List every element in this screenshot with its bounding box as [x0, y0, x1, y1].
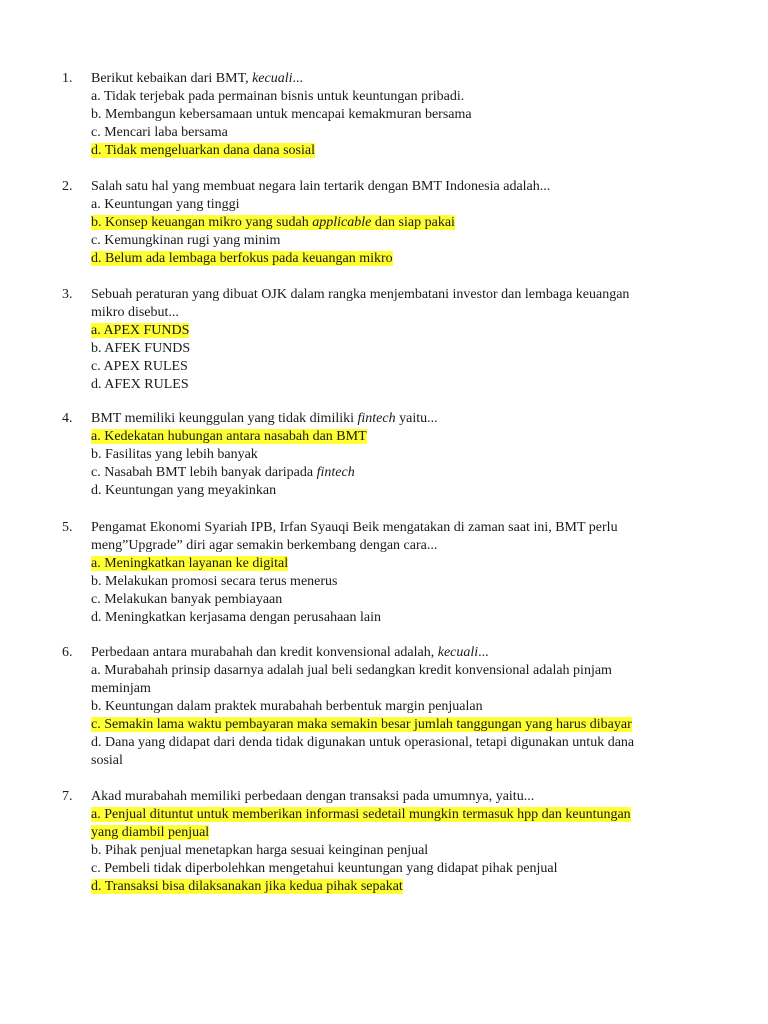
text-segment: ... — [478, 645, 489, 660]
text-segment: fintech — [316, 465, 355, 480]
option-line — [91, 806, 721, 824]
text-segment: d. Dana yang didapat dari denda tidak digunakan untuk operasional, tetapi digunakan untuk dana — [91, 735, 635, 750]
answer-option — [91, 214, 721, 232]
option-line — [91, 609, 721, 627]
text-segment: c. Mencari laba bersama — [91, 125, 228, 140]
text-segment: a. Murabahah prinsip dasarnya adalah jual beli sedangkan kredit konvensional adalah pinjam — [91, 663, 612, 678]
answer-option — [91, 842, 721, 860]
text-segment: fintech — [357, 411, 396, 426]
option-line — [91, 358, 721, 376]
question-stem — [91, 644, 721, 662]
text-segment: Perbedaan antara murabahah dan kredit konvensional adalah, — [91, 645, 438, 660]
line-text — [91, 465, 355, 480]
line-text — [91, 341, 190, 356]
answer-option — [91, 446, 721, 464]
highlighted-text — [91, 879, 403, 894]
text-segment: Sebuah peraturan yang dibuat OJK dalam rangka menjembatani investor dan lembaga keuangan — [91, 287, 630, 302]
line-text — [91, 125, 228, 140]
text-segment: yang diambil penjual — [91, 825, 210, 840]
text-segment: meng”Upgrade” diri agar semakin berkembang dengan cara... — [91, 538, 438, 553]
question-stem — [91, 410, 721, 428]
text-segment: a. Penjual dituntut untuk memberikan informasi sedetail mungkin termasuk hpp dan keuntungan — [91, 807, 631, 822]
answer-option — [91, 662, 721, 698]
text-segment: b. Pihak penjual menetapkan harga sesuai keinginan penjual — [91, 843, 429, 858]
line-text — [91, 789, 534, 804]
answer-option — [91, 340, 721, 358]
text-segment: Salah satu hal yang membuat negara lain tertarik dengan BMT Indonesia adalah... — [91, 179, 551, 194]
text-segment: b. AFEK FUNDS — [91, 341, 191, 356]
question-body — [91, 286, 721, 394]
option-line — [91, 860, 721, 878]
text-segment: meminjam — [91, 681, 151, 696]
line-text — [91, 574, 337, 589]
question-number: 5. — [62, 520, 73, 535]
option-line — [91, 446, 721, 464]
question-number: 4. — [62, 411, 73, 426]
line-text — [91, 107, 472, 122]
question-body — [91, 178, 721, 268]
line-text — [91, 753, 123, 768]
question-stem — [91, 178, 721, 196]
answer-option — [91, 698, 721, 716]
line-text — [91, 411, 438, 426]
question-stem — [91, 304, 721, 322]
line-text — [91, 71, 303, 86]
line-text — [91, 287, 629, 302]
answer-option — [91, 591, 721, 609]
option-line — [91, 734, 721, 752]
line-text — [91, 645, 489, 660]
option-line — [91, 376, 721, 394]
option-line — [91, 482, 721, 500]
line-text — [91, 699, 483, 714]
text-segment: d. Meningkatkan kerjasama dengan perusahaan lain — [91, 610, 382, 625]
option-line — [91, 464, 721, 482]
line-text — [91, 843, 428, 858]
answer-option — [91, 482, 721, 500]
highlighted-text — [91, 323, 189, 338]
text-segment: dan siap pakai — [371, 215, 455, 230]
text-segment: a. Keuntungan yang tinggi — [91, 197, 240, 212]
question-stem — [91, 788, 721, 806]
question-number: 3. — [62, 287, 73, 302]
highlighted-text — [91, 717, 632, 732]
highlighted-text — [91, 825, 209, 840]
line-text — [91, 179, 550, 194]
line-text — [91, 663, 612, 678]
answer-option — [91, 106, 721, 124]
option-line — [91, 555, 721, 573]
option-line — [91, 698, 721, 716]
answer-option — [91, 878, 721, 896]
option-line — [91, 591, 721, 609]
highlighted-text — [91, 251, 393, 266]
answer-option — [91, 734, 721, 770]
text-segment: a. Tidak terjebak pada permainan bisnis untuk keuntungan pribadi. — [91, 89, 465, 104]
highlighted-text — [91, 215, 455, 230]
text-segment: d. Transaksi bisa dilaksanakan jika kedua pihak sepakat — [91, 879, 403, 894]
text-segment: mikro disebut... — [91, 305, 179, 320]
highlighted-text — [91, 807, 631, 822]
answer-option — [91, 376, 721, 394]
question-stem — [91, 70, 721, 88]
text-segment: c. Nasabah BMT lebih banyak daripada — [91, 465, 317, 480]
text-segment: b. Konsep keuangan mikro yang sudah — [91, 215, 313, 230]
answer-option — [91, 142, 721, 160]
text-segment: d. Belum ada lembaga berfokus pada keuangan mikro — [91, 251, 393, 266]
option-line — [91, 322, 721, 340]
line-text — [91, 592, 282, 607]
question-stem — [91, 286, 721, 304]
answer-option — [91, 250, 721, 268]
line-text — [91, 197, 240, 212]
text-segment: a. Meningkatkan layanan ke digital — [91, 556, 289, 571]
answer-option — [91, 555, 721, 573]
text-segment: d. Tidak mengeluarkan dana dana sosial — [91, 143, 315, 158]
text-segment: applicable — [312, 215, 372, 230]
question-stem — [91, 537, 721, 555]
text-segment: a. Kedekatan hubungan antara nasabah dan BMT — [91, 429, 367, 444]
answer-option — [91, 322, 721, 340]
text-segment: b. Fasilitas yang lebih banyak — [91, 447, 258, 462]
text-segment: b. Melakukan promosi secara terus menerus — [91, 574, 338, 589]
line-text — [91, 861, 558, 876]
option-line — [91, 142, 721, 160]
text-segment: ... — [292, 71, 304, 86]
answer-option — [91, 124, 721, 142]
question-number: 6. — [62, 645, 73, 660]
option-line — [91, 573, 721, 591]
line-text — [91, 233, 280, 248]
option-line — [91, 752, 721, 770]
answer-option — [91, 196, 721, 214]
highlighted-text — [91, 143, 315, 158]
answer-option — [91, 860, 721, 878]
question-body — [91, 410, 721, 500]
highlighted-text — [91, 556, 288, 571]
line-text — [91, 538, 437, 553]
text-segment: c. Pembeli tidak diperbolehkan mengetahui keuntungan yang didapat pihak penjual — [91, 861, 558, 876]
text-segment: c. APEX RULES — [91, 359, 188, 374]
line-text — [91, 89, 464, 104]
option-line — [91, 878, 721, 896]
option-line — [91, 842, 721, 860]
option-line — [91, 232, 721, 250]
answer-option — [91, 88, 721, 106]
text-segment: d. AFEX RULES — [91, 377, 189, 392]
option-line — [91, 106, 721, 124]
answer-option — [91, 609, 721, 627]
text-segment: BMT memiliki keunggulan yang tidak dimiliki — [91, 411, 358, 426]
text-segment: c. Kemungkinan rugi yang minim — [91, 233, 281, 248]
text-segment: Pengamat Ekonomi Syariah IPB, Irfan Syauqi Beik mengatakan di zaman saat ini, BMT perlu — [91, 520, 618, 535]
line-text — [91, 681, 151, 696]
text-segment: c. Melakukan banyak pembiayaan — [91, 592, 283, 607]
option-line — [91, 824, 721, 842]
option-line — [91, 716, 721, 734]
question-stem — [91, 519, 721, 537]
question-body — [91, 788, 721, 896]
answer-option — [91, 806, 721, 842]
option-line — [91, 250, 721, 268]
line-text — [91, 483, 276, 498]
text-segment: sosial — [91, 753, 123, 768]
option-line — [91, 662, 721, 680]
option-line — [91, 340, 721, 358]
question-number: 2. — [62, 179, 73, 194]
line-text — [91, 305, 179, 320]
text-segment: b. Keuntungan dalam praktek murabahah berbentuk margin penjualan — [91, 699, 483, 714]
question-number: 7. — [62, 789, 73, 804]
option-line — [91, 680, 721, 698]
text-segment: kecuali — [252, 71, 293, 86]
text-segment: d. Keuntungan yang meyakinkan — [91, 483, 277, 498]
line-text — [91, 610, 381, 625]
text-segment: c. Semakin lama waktu pembayaran maka semakin besar jumlah tanggungan yang harus dibayar — [91, 717, 632, 732]
text-segment: yaitu... — [395, 411, 438, 426]
text-segment: Akad murabahah memiliki perbedaan dengan transaksi pada umumnya, yaitu... — [91, 789, 535, 804]
line-text — [91, 447, 258, 462]
option-line — [91, 88, 721, 106]
option-line — [91, 214, 721, 232]
option-line — [91, 428, 721, 446]
question-body — [91, 519, 721, 627]
answer-option — [91, 464, 721, 482]
question-body — [91, 644, 721, 770]
answer-option — [91, 716, 721, 734]
question-body — [91, 70, 721, 160]
line-text — [91, 377, 189, 392]
question-number: 1. — [62, 71, 73, 86]
text-segment: Berikut kebaikan dari BMT, — [91, 71, 253, 86]
answer-option — [91, 358, 721, 376]
answer-option — [91, 573, 721, 591]
text-segment: b. Membangun kebersamaan untuk mencapai kemakmuran bersama — [91, 107, 472, 122]
answer-option — [91, 232, 721, 250]
text-segment: a. APEX FUNDS — [91, 323, 190, 338]
line-text — [91, 520, 618, 535]
answer-option — [91, 428, 721, 446]
line-text — [91, 359, 188, 374]
option-line — [91, 124, 721, 142]
text-segment: kecuali — [437, 645, 479, 660]
line-text — [91, 735, 634, 750]
option-line — [91, 196, 721, 214]
highlighted-text — [91, 429, 367, 444]
